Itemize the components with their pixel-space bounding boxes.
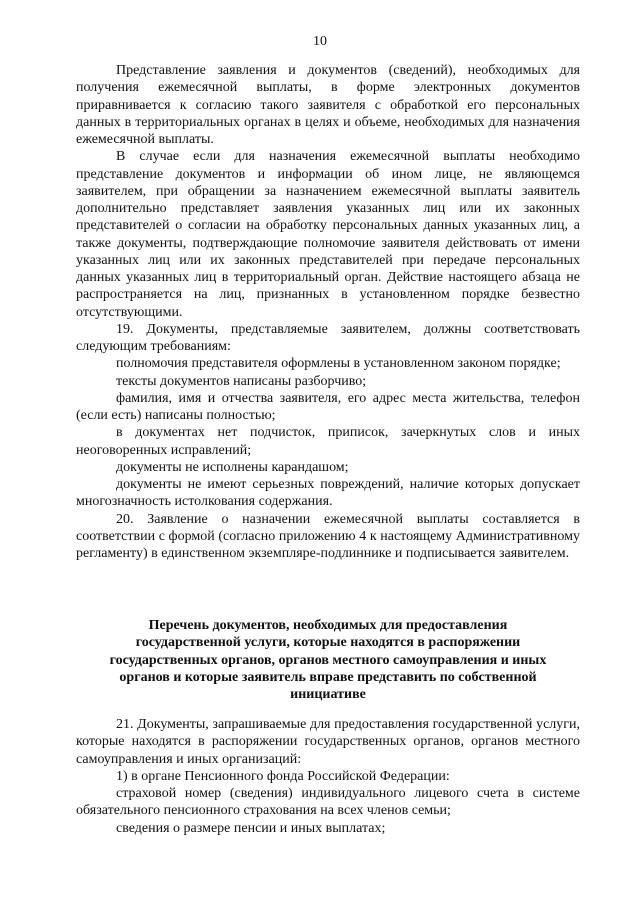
- paragraph-20-application-form: 20. Заявление о назначении ежемесячной выплаты составляется в соответствии с формой (согласно приложению 4 к настоящему Административному регламенту) в единственном экземпляре-подлиннике и подписывается заявителем.: [76, 511, 580, 561]
- paragraph-19-requirements: 19. Документы, представляемые заявителем, должны соответствовать следующим требованиям:: [76, 321, 580, 354]
- requirement-no-pencil: документы не исполнены карандашом;: [116, 459, 349, 475]
- main-text-block: [76, 62, 580, 562]
- list-item-pension-fund: 1) в органе Пенсионного фонда Российской Федерации:: [116, 768, 450, 784]
- requirement-no-corrections: в документах нет подчисток, приписок, зачеркнутых слов и иных неоговоренных исправлений;: [76, 425, 580, 458]
- requirement-legible-text: тексты документов написаны разборчиво;: [116, 373, 367, 389]
- list-item-pension-amount: сведения о размере пенсии и иных выплатах;: [116, 820, 386, 836]
- section-heading: Перечень документов, необходимых для предоставления государственной услуги, которые находятся в распоряжении государственных органов, органов местного самоуправления и иных органов и которые заявитель вправе представить по собственной инициативе: [109, 618, 547, 702]
- requirement-full-name-address: фамилия, имя и отчества заявителя, его адрес места жительства, телефон (если есть) написаны полностью;: [76, 390, 580, 423]
- paragraph-electronic-consent: Представление заявления и документов (сведений), необходимых для получения ежемесячной выплаты, в форме электронных документов приравнивается к согласию такого заявителя с обработкой его персональных данных в территориальных органах в целях и объеме, необходимых для назначения ежемесячной выплаты.: [76, 63, 580, 147]
- list-item-insurance-number: страховой номер (сведения) индивидуального лицевого счета в системе обязательного пенсионного страхования на всех членов семьи;: [76, 786, 580, 819]
- requirement-representative-authority: полномочия представителя оформлены в установленном законом порядке;: [116, 356, 561, 372]
- secondary-text-block: [76, 716, 580, 837]
- paragraph-other-person-consent: В случае если для назначения ежемесячной выплаты необходимо представление документов и информации об ином лице, не являющемся заявителем, при обращении за назначением ежемесячной выплаты заявитель дополнительно представляет заявления указанных лиц или их законных представителей о согласии на обработку персональных данных указанных лиц, а также документы, подтверждающие полномочие заявителя действовать от имени указанных лиц или их законных представителей при передаче персональных данных указанных лиц в территориальный орган. Действие настоящего абзаца не распространяется на лиц, признанных в установленном порядке безвестно отсутствующими.: [76, 149, 580, 320]
- requirement-no-damage: документы не имеют серьезных повреждений, наличие которых допускает многозначность истолкования содержания.: [76, 477, 580, 510]
- page-number: 10: [313, 34, 327, 49]
- paragraph-21-requested-documents: 21. Документы, запрашиваемые для предоставления государственной услуги, которые находятся в распоряжении государственных органов, органов местного самоуправления и иных организаций:: [76, 717, 580, 767]
